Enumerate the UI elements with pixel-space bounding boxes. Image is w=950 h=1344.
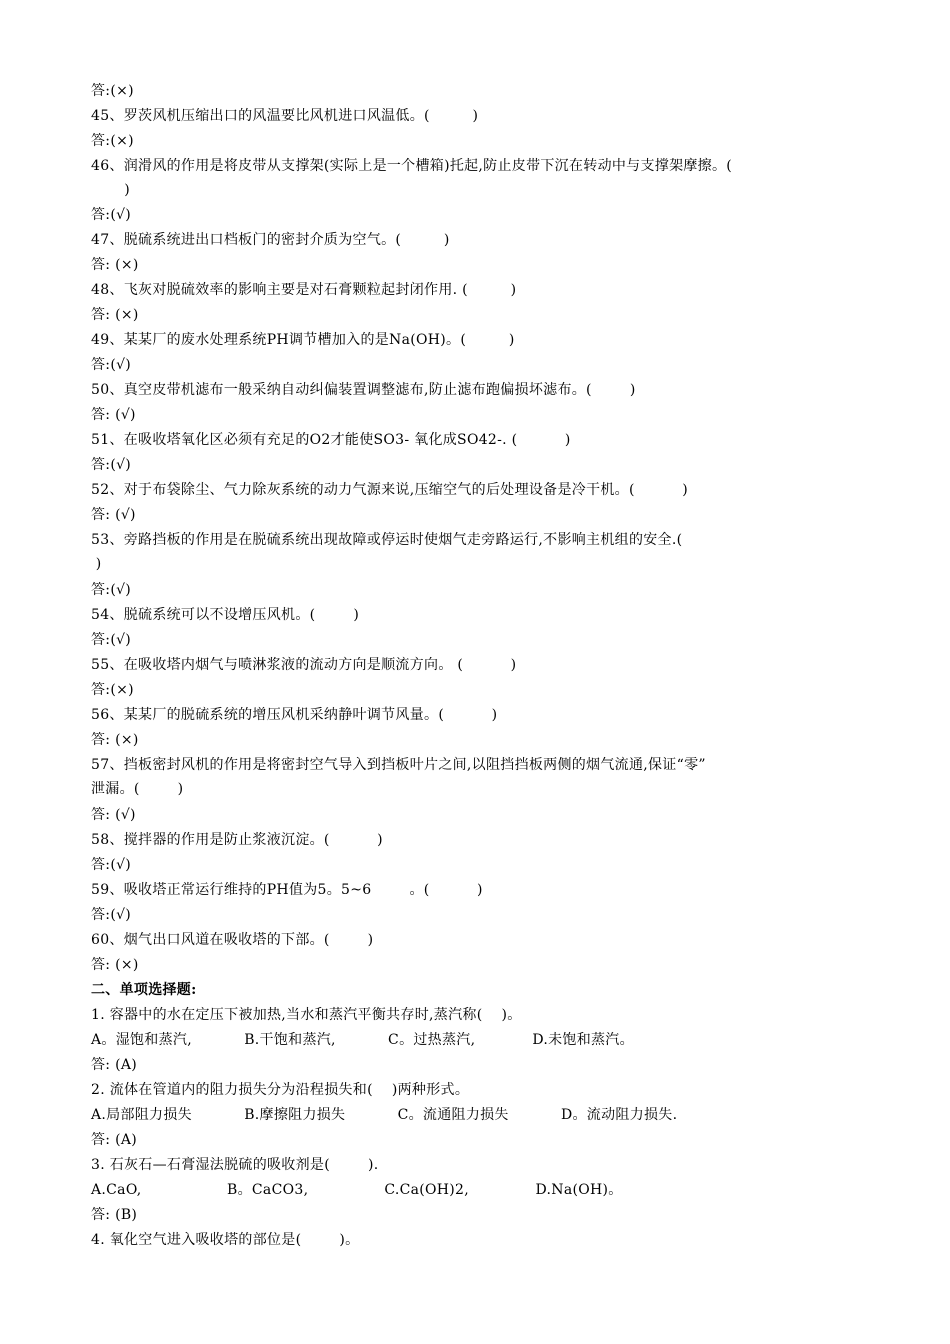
text-line: 答:(√) bbox=[91, 357, 132, 373]
text-line: 答:(√) bbox=[91, 207, 132, 223]
text-line: 泄漏。( ) bbox=[91, 781, 184, 797]
text-line: 答: (B) bbox=[91, 1207, 138, 1223]
text-line: 54、脱硫系统可以不设增压风机。( ) bbox=[91, 607, 360, 623]
text-line: 52、对于布袋除尘、气力除灰系统的动力气源来说,压缩空气的后处理设备是冷干机。( ) bbox=[91, 482, 688, 498]
text-line: 答: (A) bbox=[91, 1132, 138, 1148]
text-line: 答:(√) bbox=[91, 457, 132, 473]
text-line: 59、吸收塔正常运行维持的PH值为5。5~6 。( ) bbox=[91, 882, 483, 898]
text-line: 46、润滑风的作用是将皮带从支撑架(实际上是一个槽箱)托起,防止皮带下沉在转动中与支撑架摩擦。( bbox=[91, 158, 733, 174]
text-line: 60、烟气出口风道在吸收塔的下部。( ) bbox=[91, 932, 374, 948]
text-line: 51、在吸收塔氧化区必须有充足的O2才能使SO3- 氧化成SO42-. ( ) bbox=[91, 432, 571, 448]
text-line: ) bbox=[91, 182, 131, 198]
text-line: 53、旁路挡板的作用是在脱硫系统出现故障或停运时使烟气走旁路运行,不影响主机组的安全.( bbox=[91, 532, 683, 548]
text-line: 答:(√) bbox=[91, 582, 132, 598]
text-line: A.CaO, B。CaCO3, C.Ca(OH)2, D.Na(OH)。 bbox=[91, 1182, 623, 1198]
text-line: 56、某某厂的脱硫系统的增压风机采纳静叶调节风量。( ) bbox=[91, 707, 498, 723]
text-line: 答: (√) bbox=[91, 407, 136, 423]
text-line: 45、罗茨风机压缩出口的风温要比风机进口风温低。( ) bbox=[91, 108, 479, 124]
text-line: 答:(×) bbox=[91, 682, 134, 698]
text-line: 49、某某厂的废水处理系统PH调节槽加入的是Na(OH)。( ) bbox=[91, 332, 515, 348]
text-line: 50、真空皮带机滤布一般采纳自动纠偏装置调整滤布,防止滤布跑偏损坏滤布。( ) bbox=[91, 382, 636, 398]
text-line: 答: (×) bbox=[91, 957, 139, 973]
text-line: ) bbox=[91, 556, 102, 572]
text-line: 47、脱硫系统进出口档板门的密封介质为空气。( ) bbox=[91, 232, 450, 248]
text-line: 答:(√) bbox=[91, 632, 132, 648]
text-line: 答: (×) bbox=[91, 307, 139, 323]
text-line: 答: (√) bbox=[91, 807, 136, 823]
text-line: A。湿饱和蒸汽, B.干饱和蒸汽, C。过热蒸汽, D.未饱和蒸汽。 bbox=[91, 1032, 634, 1048]
text-line: 答:(×) bbox=[91, 133, 134, 149]
text-line: 答: (×) bbox=[91, 732, 139, 748]
text-line: 答: (×) bbox=[91, 257, 139, 273]
text-line: 55、在吸收塔内烟气与喷淋浆液的流动方向是顺流方向。 ( ) bbox=[91, 657, 517, 673]
text-line: A.局部阻力损失 B.摩擦阻力损失 C。流通阻力损失 D。流动阻力损失. bbox=[91, 1107, 678, 1123]
text-line: 答:(√) bbox=[91, 857, 132, 873]
text-line: 答: (√) bbox=[91, 507, 136, 523]
text-line: 4. 氧化空气进入吸收塔的部位是( )。 bbox=[91, 1232, 360, 1248]
text-line: 48、飞灰对脱硫效率的影响主要是对石膏颗粒起封闭作用. ( ) bbox=[91, 282, 517, 298]
text-line: 答: (A) bbox=[91, 1057, 138, 1073]
text-line: 58、搅拌器的作用是防止浆液沉淀。( ) bbox=[91, 832, 383, 848]
text-line: 答:(×) bbox=[91, 83, 134, 99]
text-line: 答:(√) bbox=[91, 907, 132, 923]
section-heading: 二、单项选择题: bbox=[91, 982, 197, 998]
text-line: 2. 流体在管道内的阻力损失分为沿程损失和( )两种形式。 bbox=[91, 1082, 470, 1098]
text-line: 57、挡板密封风机的作用是将密封空气导入到挡板叶片之间,以阻挡挡板两侧的烟气流通,保证“零” bbox=[91, 757, 706, 773]
text-line: 1. 容器中的水在定压下被加热,当水和蒸汽平衡共存时,蒸汽称( )。 bbox=[91, 1007, 522, 1023]
text-line: 3. 石灰石—石膏湿法脱硫的吸收剂是( ). bbox=[91, 1157, 379, 1173]
